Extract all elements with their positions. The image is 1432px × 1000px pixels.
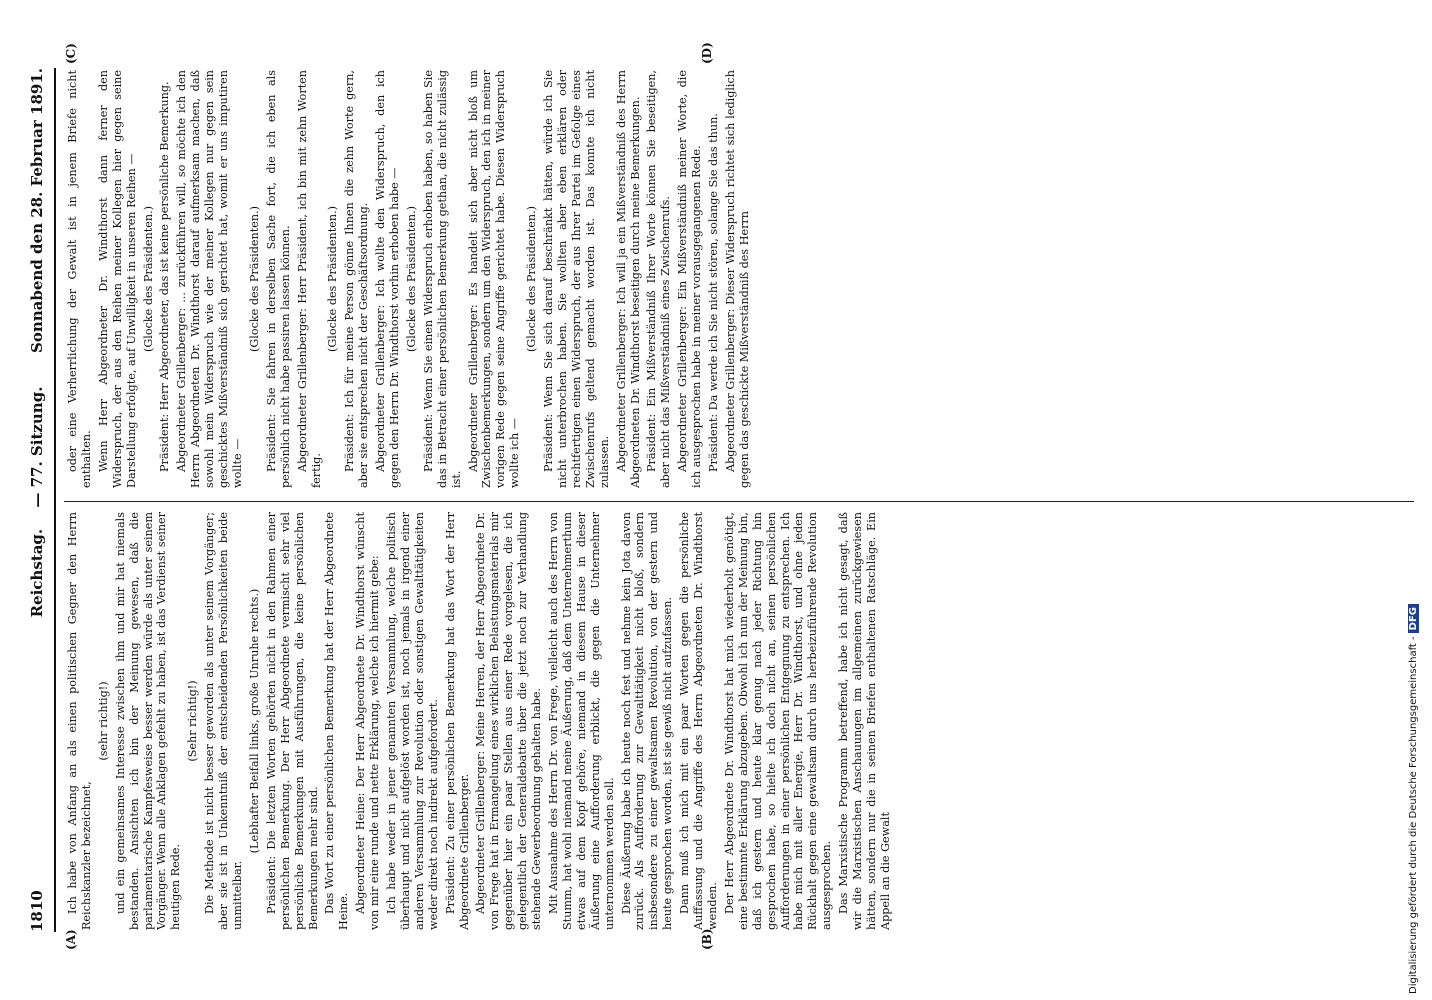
paragraph: Dann muß ich mich mit ein paar Worten gegen die persönliche Auffassung und die Angriffe des Herrn Abgeordneten Dr. Windthorst wenden. — [678, 512, 719, 930]
right-text-column — [66, 70, 1422, 488]
paragraph: (Glocke des Präsidenten.) — [326, 206, 340, 353]
margin-mark-d: (D) — [700, 42, 714, 64]
paragraph: Mit Ausnahme des Herrn Dr. von Frege, vielleicht auch des Herrn von Stumm, hat wohl niemand meine Äußerung, daß dem Unternehmerthum etwas auf dem Kopf gehöre, niemand in diesem Hause in dieser Äußerung eine Aufforderung erblickt, die gegen die Unternehmer unternommen werden soll. — [547, 512, 616, 930]
digitization-footer — [1408, 604, 1419, 994]
running-header — [28, 68, 52, 932]
paragraph: Präsident: Wenn Sie sich darauf beschränkt hätten, würde ich Sie nicht unterbrochen haben. Sie wollten aber eben erklären oder rechtfertigen einen Widerspruch, der aus Ihrer Partei im Gefolge eines Zwischenrufs geltend gemacht worden ist. Das konnte ich nicht zulassen. — [542, 70, 611, 488]
header-session: — 77. Sitzung. — [28, 386, 46, 508]
paragraph: und ein gemeinsames Interesse zwischen ihm und mir hat niemals bestanden. Ansichten ich bin der Meinung gewesen, daß die parlamentarische Kampfesweise besser werden würde als unter seinem Vorgänger. Wenn alle Anklagen gefehlt zu haben, ist das Verdienst seiner heutigen Rede. — [113, 512, 183, 930]
paragraph: Präsident: Ich für meine Person gönne Ihnen die zehn Worte gern, aber sie entsprechen nicht der Geschäftsordnung. — [343, 70, 371, 488]
paragraph: (Glocke des Präsidenten.) — [404, 206, 418, 353]
paragraph: Ich habe weder in jener genannten Versammlung, welche politisch überhaupt und nicht aufgelöst worden ist, noch jemals in irgend einer anderen Versammlung zur Revolution oder sonstigen Gewalttätigkeiten weder direkt noch indirekt aufgefordert. — [385, 512, 440, 930]
paragraph: Präsident: Ein Mißverständniß Ihrer Worte können Sie beseitigen, aber nicht das Mißverständniß eines Zwischenrufs. — [645, 70, 673, 488]
paragraph: (Glocke des Präsidenten.) — [525, 206, 539, 353]
paragraph: oder eine Verherrlichung der Gewalt ist in jenem Briefe nicht enthalten. — [66, 70, 93, 488]
paragraph: Ich habe von Anfang an als einen politischen Gegner den Herrn Reichskanzler bezeichnet, — [66, 512, 93, 930]
header-source: Reichstag. — [28, 528, 46, 618]
paragraph: Präsident: Herr Abgeordneter, das ist keine persönliche Bemerkung. — [158, 81, 172, 472]
margin-mark-a: (A) — [64, 929, 78, 950]
paragraph: Abgeordneter Grillenberger: Es handelt sich aber nicht bloß um Zwischenbemerkungen, sondern um den Widerspruch, den ich in meiner vorigen Rede gegen seine Angriffe gerichtet habe. Diesen Widerspruch wollte ich — — [466, 70, 522, 488]
page-number: 1810 — [28, 890, 46, 932]
paragraph: Wenn Herr Abgeordneter Dr. Windthorst dann ferner den Widerspruch, der aus den Reihen meiner Kollegen hier gegen seine Darstellung erfolgte, auf Unwilligkeit in unseren Reihen — — [96, 70, 138, 488]
paragraph: Abgeordneter Heine: Der Herr Abgeordnete Dr. Windthorst wünscht von mir eine runde und nette Erklärung, welche ich hiermit gebe: — [354, 512, 382, 930]
paragraph: Das Marxistische Programm betreffend, habe ich nicht gesagt, daß wir die Marxistischen Anschauungen im allgemeinen zurückgewiesen hätten, sondern nur die in seinen Briefen enthaltenen Ratschläge. Ein Appell an die Gewalt — [837, 512, 892, 930]
paragraph: Abgeordneter Grillenberger: Ich wollte den Widerspruch, den ich gegen den Herrn Dr. Windthorst vorhin erhoben habe — — [374, 70, 402, 488]
paragraph: Abgeordneter Grillenberger: Herr Präsident, ich bin mit zehn Worten fertig. — [295, 70, 323, 488]
paragraph: Abgeordneter Grillenberger: Ein Mißverständniß meiner Worte, die ich ausgesprochen habe in meiner vorausgegangenen Rede. — [676, 70, 704, 488]
paragraph: Präsident: Die letzten Worten gehörten nicht in den Rahmen einer persönlichen Bemerkung. Der Herr Abgeordnete vermischt sehr viel persönliche Bemerkungen mit Ausführungen, die keine persönlichen Bemerkungen mehr sind. — [264, 512, 320, 930]
paragraph: Der Herr Abgeordnete Dr. Windthorst hat mich wiederholt genötigt, eine bestimmte Erklärung abzugeben. Obwohl ich nun der Meinung bin, daß ich gestern und heute klar genug nach jeder Richtung hin gesprochen habe, so hielte ich doch nicht an, seinen persönlichen Aufforderungen in einer persönlichen Entgegnung zu entsprechen. Ich habe mich mit aller Energie, Herr Dr. Windthorst, und ohne jeden Rückhalt gegen eine gewaltsam durch uns herbeizuführende Revolution ausgesprochen. — [722, 512, 834, 930]
dfg-logo: DFG — [1408, 604, 1419, 633]
paragraph: (Lebhafter Beifall links, große Unruhe rechts.) — [247, 588, 261, 854]
margin-mark-c: (C) — [64, 43, 78, 64]
paragraph: Abgeordneter Grillenberger: Meine Herren, der Herr Abgeordnete Dr. von Frege hat in Ermangelung eines wirklichen Belastungsmaterials mir gegenüber hier ein paar Stellen aus einer Rede vorgelesen, die ich gelegentlich der Generaldebatte über die jetzt noch zur Verhandlung stehende Gewerbeordnung gehalten habe. — [474, 512, 544, 930]
paragraph: (sehr richtig!) — [96, 681, 110, 761]
footer-text: Digitalisierung gefördert durch die Deutsche Forschungsgemeinschaft - — [1408, 636, 1419, 994]
paragraph: Diese Äußerung habe ich heute noch fest und nehme kein Jota davon zurück. Als Aufforderung zur Gewalttätigkeit nicht bloß, sondern insbesondere zu einer gewaltsamen Revolution, von der gestern und heute gesprochen worden, ist sie gewiß nicht aufzufassen. — [619, 512, 675, 930]
paragraph: Abgeordneter Grillenberger: ... zurückführen will, so möchte ich den Herrn Abgeordneten Dr. Windthorst darauf aufmerksam machen, daß sowohl mein Widerspruch wie der meiner Kollegen nur gegen sein geschicktes Mißverständniß sich gerichtet hat, womit er uns imputiren wollte — — [175, 70, 244, 488]
header-date: Sonnabend den 28. Februar 1891. — [28, 68, 46, 353]
paragraph: Abgeordneter Grillenberger: Ich will ja ein Mißverständniß des Herrn Abgeordneten Dr. Windthorst beseitigen durch meine Bemerkungen. — [614, 70, 642, 488]
header-rule — [54, 68, 56, 932]
margin-mark-b: (B) — [700, 928, 714, 950]
paragraph: Präsident: Wenn Sie einen Widerspruch erhoben haben, so haben Sie das in Betracht einer persönlichen Bemerkung gethan, die nicht zulässig ist. — [421, 70, 463, 488]
paragraph: (Sehr richtig!) — [186, 680, 200, 762]
column-divider — [64, 501, 1414, 502]
paragraph: Präsident: Sie fahren in derselben Sache fort, die ich eben als persönlich nicht habe passiren lassen können. — [264, 70, 292, 488]
paragraph: Abgeordneter Grillenberger: Dieser Widerspruch richtet sich lediglich gegen das geschickte Mißverständniß des Herrn — [723, 70, 751, 488]
left-text-column — [66, 512, 1422, 930]
paragraph: (Glocke des Präsidenten.) — [141, 206, 155, 353]
paragraph: Präsident: Da werde ich Sie nicht stören, solange Sie das thun. — [707, 113, 721, 472]
paragraph: (Glocke des Präsidenten.) — [247, 206, 261, 353]
paragraph: Das Wort zu einer persönlichen Bemerkung hat der Herr Abgeordnete Heine. — [323, 512, 351, 930]
paragraph: Die Methode ist nicht besser geworden als unter seinem Vorgänger; aber sie ist in Unkenntniß der entscheidenden Persönlichkeiten beide unmittelbar. — [203, 512, 244, 930]
paragraph: Präsident: Zu einer persönlichen Bemerkung hat das Wort der Herr Abgeordnete Grillenberger. — [443, 512, 471, 930]
